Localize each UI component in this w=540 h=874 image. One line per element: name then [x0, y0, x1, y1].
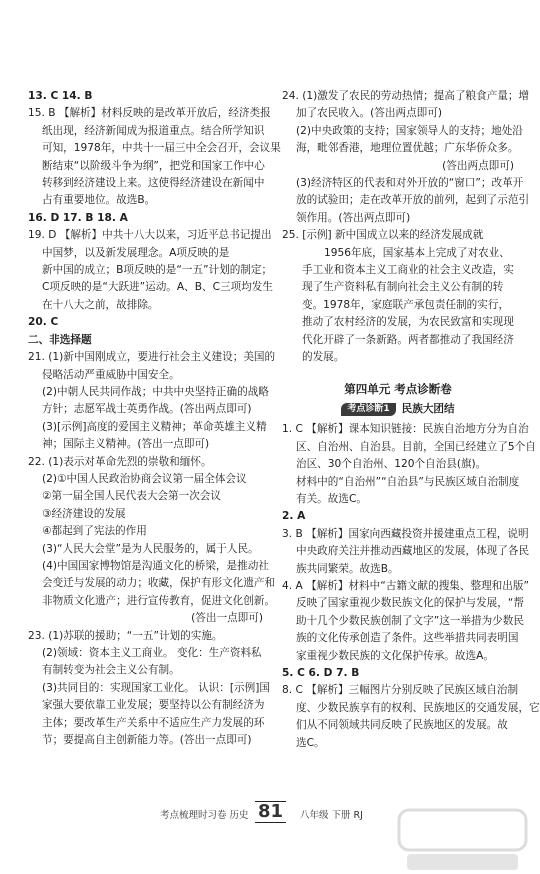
- answer-line: (2)①中国人民政治协商会议第一届全体会议: [42, 472, 247, 485]
- answer-line: (2)中朝人民共同作战；中共中央坚持正确的战略: [42, 385, 269, 398]
- answer-line: 2. A: [282, 510, 306, 523]
- answer-line: (答出两点即可): [442, 159, 514, 172]
- answer-line: 会变迁与发展的动力；收藏，保护有形文化遗产和: [42, 577, 276, 590]
- answer-line: (3)“人民大会堂”是为人民服务的，属于人民。: [42, 542, 259, 555]
- diagnosis-badge: 考点诊断1: [341, 403, 395, 416]
- answer-line: 放的试验田；走在改革开放的前列，起到了示范引: [296, 194, 530, 207]
- left-column: [28, 88, 281, 749]
- answer-line: (3)[示例]高度的爱国主义精神；革命英雄主义精: [42, 420, 267, 433]
- answer-line: 方针；志愿军战士英勇作战。(答出两点即可): [42, 403, 252, 416]
- watermark-logo: [395, 806, 530, 874]
- answer-line: 侵略活动严重威胁中国安全。: [42, 368, 180, 381]
- right-column: [282, 88, 540, 752]
- answer-line: ④都起到了宪法的作用: [42, 525, 147, 538]
- diagnosis-title: 民族大团结: [401, 402, 455, 415]
- answer-line: 有制转变为社会主义公有制。: [42, 664, 180, 677]
- answer-line: 22. (1)表示对革命先烈的崇敬和缅怀。: [28, 455, 212, 468]
- answer-line: 新中国的成立；B项反映的是“一五”计划的制定；: [42, 264, 273, 277]
- answer-line: 占有重要地位。故选B。: [42, 194, 156, 207]
- answer-line: 反映了国家重视少数民族文化的保护与发展，“帮: [296, 597, 524, 610]
- answer-line: 有关。故选C。: [296, 492, 367, 505]
- answer-line: 们从不同领域共同反映了民族地区的发展。故: [296, 719, 508, 732]
- essay-paragraph: 1956年底，国家基本上完成了对农业、手工业和资本主义工商业的社会主义改造，实现了生产资料私有制向社会主义公有制的转变。1978年，家庭联产承包责任制的实行，推动了农村经济的发展，为农民致富和实现现代化开辟了一条新路。两者都推动了我国经济的发展。: [302, 246, 514, 364]
- answer-line: (2)领域：资本主义工商业。 变化：生产资料私: [42, 647, 262, 659]
- answer-line: 20. C: [28, 316, 59, 329]
- answer-line: 3. B 【解析】国家向西藏投资并援建重点工程，说明: [282, 527, 529, 540]
- answer-line: (3)共同目的：实现国家工业化。 认识：[示例]国: [42, 681, 270, 694]
- answer-line: 族共同繁荣。故选B。: [296, 562, 399, 575]
- answer-line: 非物质文化遗产；进行宣传教育，促进文化创新。: [42, 594, 276, 607]
- answer-line: 5. C 6. D 7. B: [282, 667, 360, 679]
- answer-line: C项反映的是“大跃进”运动。A、B、C三项均发生: [42, 281, 273, 294]
- answer-line: 1. C 【解析】课本知识链接：民族自治地方分为自治: [282, 423, 529, 436]
- answer-line: 治区、30个自治州、120个自治县(旗)。: [296, 458, 487, 471]
- answer-line: 21. (1)新中国刚成立，要进行社会主义建设；美国的: [28, 351, 276, 364]
- answer-line: 家强大要依靠工业发展；要坚持以公有制经济为: [42, 699, 265, 712]
- answer-line: 主体；要改革生产关系中不适应生产力发展的环: [42, 716, 265, 729]
- answer-line: 海，毗邻香港，地理位置优越；广东华侨众多。: [296, 142, 519, 155]
- answer-line: 家重视少数民族的文化保护传承。故选A。: [296, 649, 494, 662]
- answer-line: 中央政府关注并推动西藏地区的发展，体现了各民: [296, 545, 530, 558]
- answer-line: 中国梦，以及新发展理念。A项反映的是: [42, 246, 230, 259]
- unit-title: 第四单元 考点诊断卷: [344, 381, 452, 396]
- answer-line: 材料中的“自治州”“自治县”与民族区域自治制度: [296, 475, 520, 488]
- answer-line: 16. D 17. B 18. A: [28, 211, 128, 224]
- footer-grade: 八年级 下册 RJ: [300, 810, 363, 821]
- answer-line: 4. A 【解析】材料中“古籍文献的搜集、整理和出版”: [282, 579, 529, 592]
- answer-line: (2)中央政策的支持；国家领导人的支持；地处沿: [296, 124, 523, 137]
- answer-line: 8. C 【解析】三幅图片分别反映了民族区域自治制: [282, 684, 519, 697]
- answer-line: 转移到经济建设上来。这使得经济建设在新闻中: [42, 177, 265, 190]
- answer-line: 二、非选择题: [28, 333, 92, 346]
- answer-line: ③经济建设的发展: [42, 507, 126, 520]
- answer-line: 断结束“以阶级斗争为纲”，把党和国家工作中心: [42, 159, 265, 172]
- answer-line: (答出一点即可): [191, 612, 263, 625]
- answer-line: 领作用。(答出两点即可): [296, 211, 411, 224]
- answer-line: ②第一届全国人民代表大会第一次会议: [42, 490, 221, 503]
- answer-line: (3)经济特区的代表和对外开放的“窗口”；改革开: [296, 177, 524, 190]
- answer-line: (4)中国国家博物馆是沟通文化的桥梁，是推动社: [42, 559, 269, 572]
- page-number: 81: [255, 801, 286, 823]
- answer-line: 可知，1978年，中共十一届三中全会召开，会议果: [42, 142, 281, 155]
- answer-line: 神；国际主义精神。(答出一点即可): [42, 438, 210, 451]
- answer-line: 节；要提高自主创新能力等。(答出一点即可): [42, 734, 252, 747]
- answer-line: 助十几个少数民族创制了文字”这一举措为少数民: [296, 614, 524, 627]
- answer-line: 23. (1)苏联的援助；“一五”计划的实施。: [28, 629, 223, 642]
- answers-24-25: [282, 88, 530, 245]
- answer-line: 15. B 【解析】材料反映的是改革开放后，经济类报: [28, 107, 271, 120]
- answer-line: 13. C 14. B: [28, 90, 93, 102]
- diagnosis-header: [282, 401, 514, 418]
- answer-line: 区、自治州、自治县。目前，全国已经建立了5个自: [296, 440, 536, 453]
- footer-series: 考点梳理时习卷 历史: [160, 810, 249, 821]
- answer-line: 25. [示例] 新中国成立以来的经济发展成就: [282, 229, 484, 242]
- answer-line: 纸出现，经济新闻成为报道重点。结合所学知识: [42, 124, 265, 137]
- unit-four-answers: [282, 421, 540, 752]
- answer-line: 加了农民收入。(答出两点即可): [296, 107, 442, 120]
- answer-line: 族的文化传承创造了条件。这些举措共同表明国: [296, 632, 519, 645]
- answer-line: 度、少数民族享有的权利、民族地区的交通发展，它: [296, 701, 540, 714]
- answer-line: 在十八大之前，故排除。: [42, 298, 159, 311]
- answer-line: 19. D 【解析】中共十八大以来，习近平总书记提出: [28, 229, 272, 242]
- answer-line: 选C。: [296, 736, 325, 749]
- answer-line: 24. (1)激发了农民的劳动热情；提高了粮食产量；增: [282, 90, 530, 102]
